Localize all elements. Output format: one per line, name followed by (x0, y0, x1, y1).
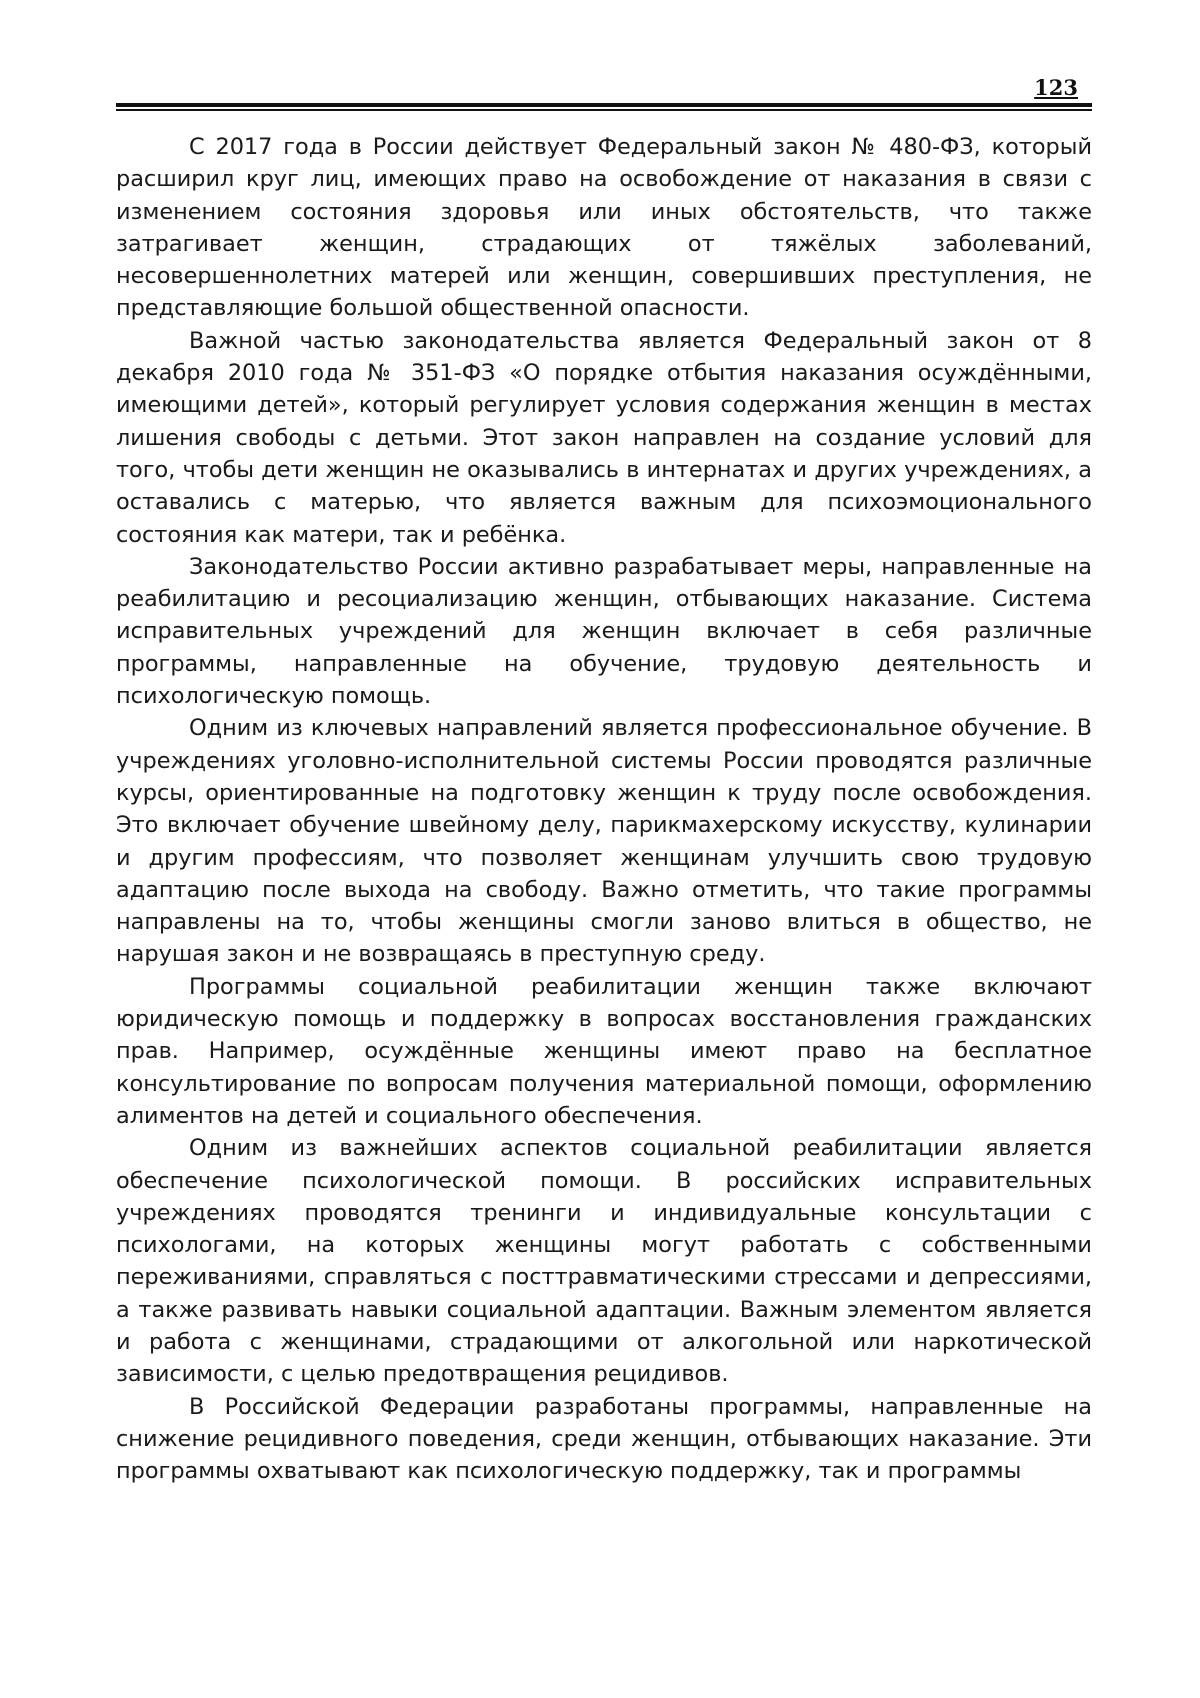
paragraph: С 2017 года в России действует Федеральный закон № 480-ФЗ, который расширил круг лиц, имеющих право на освобождение от наказания в связи с изменением состояния здоровья или иных обстоятельств, что также затрагивает женщин, страдающих от тяжёлых заболеваний, несовершеннолетних матерей или женщин, совершивших преступления, не представляющие большой общественной опасности. (116, 134, 1092, 322)
paragraph: Одним из ключевых направлений является профессиональное обучение. В учреждениях уголовно-исполнительной системы России проводятся различные курсы, ориентированные на подготовку женщин к труду после освобождения. Это включает обучение швейному делу, парикмахерскому искусству, кулинарии и другим профессиям, что позволяет женщинам улучшить свою трудовую адаптацию после выхода на свободу. Важно отметить, что такие программы направлены на то, чтобы женщины смогли заново влиться в общество, не нарушая закон и не возвращаясь в преступную среду. (116, 715, 1092, 968)
header-rule-thin (116, 109, 1092, 111)
page-number: 123 (1034, 75, 1078, 100)
paragraph: В Российской Федерации разработаны программы, направленные на снижение рецидивного поведения, среди женщин, отбывающих наказание. Эти программы охватывают как психологическую поддержку, так и программы (116, 1393, 1092, 1485)
paragraph: Законодательство России активно разрабатывает меры, направленные на реабилитацию и ресоциализацию женщин, отбывающих наказание. Система исправительных учреждений для женщин включает в себя различные программы, направленные на обучение, трудовую деятельность и психологическую помощь. (116, 553, 1092, 710)
paragraph: Одним из важнейших аспектов социальной реабилитации является обеспечение психологической помощи. В российских исправительных учреждениях проводятся тренинги и индивидуальные консультации с психологами, на которых женщины могут работать с собственными переживаниями, справляться с посттравматическими стрессами и депрессиями, а также развивать навыки социальной адаптации. Важным элементом является и работа с женщинами, страдающими от алкогольной или наркотической зависимости, с целью предотвращения рецидивов. (116, 1135, 1092, 1388)
paragraph: Программы социальной реабилитации женщин также включают юридическую помощь и поддержку в вопросах восстановления гражданских прав. Например, осуждённые женщины имеют право на бесплатное консультирование по вопросам получения материальной помощи, оформлению алиментов на детей и социального обеспечения. (116, 973, 1092, 1129)
page-header (116, 76, 1092, 110)
header-rule-thick (116, 103, 1092, 107)
body-text (116, 131, 1092, 1487)
paragraph: Важной частью законодательства является Федеральный закон от 8 декабря 2010 года № 351-ФЗ «О порядке отбытия наказания осуждёнными, имеющими детей», который регулирует условия содержания женщин в местах лишения свободы с детьми. Этот закон направлен на создание условий для того, чтобы дети женщин не оказывались в интернатах и других учреждениях, а оставались с матерью, что является важным для психоэмоционального состояния как матери, так и ребёнка. (116, 327, 1092, 548)
